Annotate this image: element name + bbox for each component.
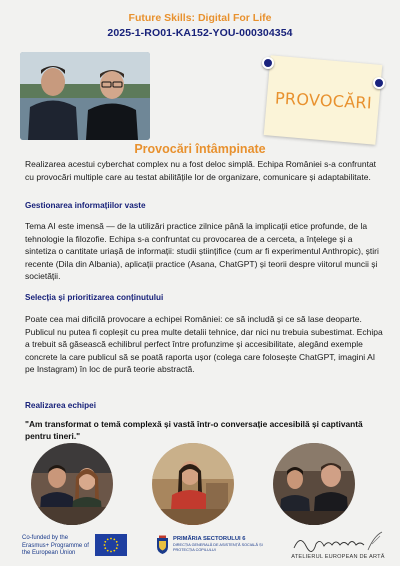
- association-signature-logo: [290, 530, 385, 554]
- eu-flag-icon: [95, 534, 127, 556]
- sticker-label: PROVOCĂRI: [274, 87, 372, 113]
- provocari-sticker: [264, 55, 383, 144]
- team-photo: [20, 52, 150, 140]
- primaria-name: PRIMĂRIA SECTORULUI 6: [173, 536, 246, 542]
- primaria-subtitle: DIRECȚIA GENERALĂ DE ASISTENȚĂ SOCIALĂ ȘI PROTECȚIA COPILULUI: [173, 543, 263, 552]
- pushpin-icon: [262, 57, 274, 69]
- pushpin-icon: [373, 77, 385, 89]
- heading-selection: Selecția și prioritizarea conținutului: [25, 293, 164, 302]
- heading-information: Gestionarea informațiilor vaste: [25, 201, 146, 210]
- photo-circle-3: [273, 443, 355, 525]
- heading-achievement: Realizarea echipei: [25, 401, 96, 410]
- erasmus-cofund-text: Co-funded by the Erasmus+ Programme of the European Union: [22, 535, 89, 557]
- project-code: 2025-1-RO01-KA152-YOU-000304354: [107, 27, 293, 39]
- photo-circle-2: [152, 443, 234, 525]
- sector6-crest-icon: [156, 535, 169, 555]
- project-title: Future Skills: Digital For Life: [128, 12, 272, 24]
- atelier-name: ATELIERUL EUROPEAN DE ARTĂ: [291, 554, 385, 560]
- photo-circle-1: [31, 443, 113, 525]
- section-title: Provocări întâmpinate: [134, 142, 266, 156]
- intro-paragraph: Realizarea acestui cyberchat complex nu a fost deloc simplă. Echipa României s-a confruntat cu provocări multiple care au testat abilitățile lor de organizare, comunicare și adaptabilitate.: [25, 159, 377, 182]
- team-quote: "Am transformat o temă complexă și vastă într-o conversație accesibilă și captivantă pentru tineri.": [25, 419, 363, 442]
- paragraph-selection: Poate cea mai dificilă provocare a echipei României: ce să includă și ce să lase deoparte. Publicul nu putea fi copleșit cu prea multe detalii tehnice, dar nici nu trebuia subestimat. Echipa a trebuit să găsească echilibrul perfect între profunzime și accesibilitate, alegând exemple concrete la care publicul să se poată raporta ușor (colega care folosește ChatGPT, imagini AI pe Instagram) în loc de pură teorie abstractă.: [25, 314, 383, 375]
- paragraph-information: Tema AI este imensă — de la utilizări practice zilnice până la implicații etice profunde, de la tehnologie la filozofie. Echipa s-a confruntat cu provocarea de a cerceta, a înțelege și a sintetiza o cantitate uriașă de informații: studii științifice (cum ar fi experimentul Anthropic), știri recente (Dila din Albania), aplicații practice (Asana, ChatGPT) și teorii despre viitorul muncii și societății.: [25, 221, 379, 282]
